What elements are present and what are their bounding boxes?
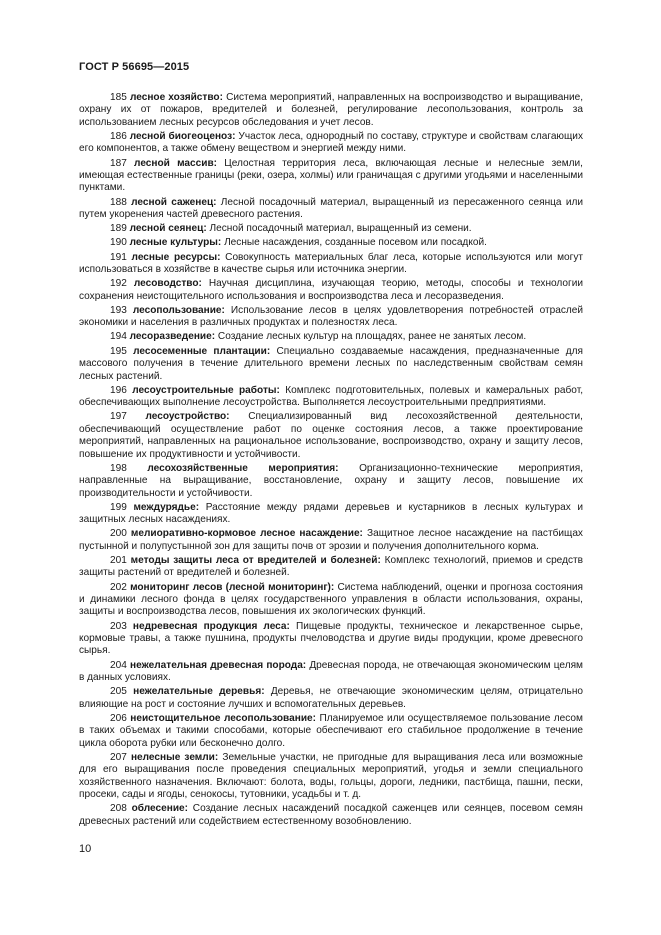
term-entry [79, 686, 583, 711]
term-number: 206 [110, 712, 127, 724]
term-definition: Древесная порода, не отвечающая экономическим целям в данных условиях. [79, 659, 583, 684]
term-number: 194 [110, 331, 127, 343]
term-entry [79, 660, 583, 685]
term-definition: Планируемое или осуществляемое пользование лесом в таких объемах и такими способами, которые обеспечивают его стабильное продолжение в течение цикла оборота рубки или бесконечно долго. [79, 712, 583, 749]
term-entry [79, 463, 583, 500]
term-entry [79, 752, 583, 802]
term-entry [79, 502, 583, 527]
term-name: лесоводство: [133, 278, 202, 290]
term-definition: Целостная территория леса, включающая лесные и нелесные земли, имеющая естественные границы (реки, озера, холмы) или граничащая с другими угодьями и населенными пунктами. [79, 157, 583, 194]
term-definition: Лесной посадочный материал, выращенный из пересаженного сеянца или путем укоренения частей древесного растения. [79, 196, 583, 221]
term-definition: Специально создаваемые насаждения, предназначенные для массового получения в течение длительного времени лесных по наследственным свойствам семян лесных растений. [79, 345, 583, 382]
term-number: 205 [110, 686, 127, 698]
document-code: ГОСТ Р 56695—2015 [79, 61, 190, 73]
term-number: 187 [110, 157, 127, 169]
term-entry [79, 305, 583, 330]
term-number: 190 [110, 237, 127, 249]
term-name: лесной саженец: [131, 196, 217, 208]
term-number: 196 [110, 384, 127, 396]
term-definition: Защитное лесное насаждение на пастбищах пустынной и полупустынной зон для защиты почв от эрозии и получения дополнительного корма. [79, 528, 583, 552]
term-name: лесоустройство: [145, 411, 230, 423]
term-number: 202 [110, 581, 127, 593]
term-name: лесное хозяйство: [129, 92, 223, 103]
term-number: 193 [110, 304, 127, 316]
term-number: 197 [110, 411, 127, 423]
term-definition: Лесные насаждения, созданные посевом или посадкой. [224, 237, 487, 249]
term-number: 198 [110, 462, 127, 474]
term-name: лесной массив: [134, 157, 218, 169]
term-name: мелиоративно-кормовое лесное насаждение: [130, 528, 363, 540]
term-entry [79, 713, 583, 750]
term-entry [79, 197, 583, 222]
term-number: 185 [110, 92, 127, 103]
term-name: междурядье: [133, 501, 200, 513]
term-number: 204 [110, 659, 127, 671]
page-number: 10 [79, 843, 92, 855]
term-number: 189 [110, 223, 127, 235]
term-number: 208 [110, 803, 127, 815]
term-definition: Деревья, не отвечающие экономическим целям, отрицательно влияющие на рост и состояние лучших и вспомогательных деревьев. [79, 686, 584, 710]
term-definition: Научная дисциплина, изучающая теорию, методы, способы и технологии сохранения неистощительного использования и воспроизводства леса и лесоразведения. [79, 278, 583, 302]
term-entry [79, 331, 583, 343]
term-definition: Участок леса, однородный по составу, структуре и свойствам слагающих его компонентов, а также обмену веществом и энергией между ними. [79, 131, 583, 155]
term-definition: Система мероприятий, направленных на воспроизводство и выращивание, охрану их от пожаров, вредителей и болезней, регулирование лесопользования, контроль за использованием лесных ресурсов обследования и учет лесов. [79, 92, 583, 128]
term-definition: Земельные участки, не пригодные для выращивания леса или возможные для его выращивания после проведения специальных мероприятий, угодья и земли специального хозяйственного назначения. Включают: болота, воды, гольцы, дороги, ледники, пастбища, пашни, пески, просеки, сады и ягоды, сенокосы, тутовники, усадьбы и т. д. [79, 751, 583, 801]
term-definition: Использование лесов в целях удовлетворения потребностей отраслей экономики и населения в различных продуктах и полезностях леса. [79, 304, 584, 329]
term-name: облесение: [131, 803, 189, 815]
term-name: лесохозяйственные мероприятия: [147, 462, 339, 474]
term-name: лесные ресурсы: [131, 251, 221, 263]
term-name: неистощительное лесопользование: [130, 712, 317, 724]
term-entry [79, 92, 583, 129]
term-definition: Совокупность материальных благ леса, которые используются или могут использоваться в хозяйстве в качестве сырья или источника энергии. [79, 251, 583, 276]
term-number: 186 [110, 131, 127, 143]
term-definition: Комплекс технологий, приемов и средств защиты растений от вредителей и болезней. [79, 554, 583, 579]
term-entry [79, 346, 583, 383]
term-definition: Создание лесных насаждений посадкой саженцев или сеянцев, посевом семян древесных растений или содействием естественному возобновлению. [79, 803, 583, 827]
term-number: 192 [110, 278, 127, 290]
term-definition: Расстояние между рядами деревьев и кустарников в лесных культурах и защитных лесных насаждениях. [79, 501, 583, 526]
term-entry [79, 411, 583, 461]
term-name: лесные культуры: [129, 237, 222, 249]
term-name: лесопользование: [132, 304, 225, 316]
term-name: недревесная продукция леса: [132, 620, 290, 632]
term-number: 195 [110, 345, 127, 357]
term-entry [79, 278, 583, 303]
term-entry [79, 223, 583, 235]
term-entry [79, 555, 583, 580]
term-name: нелесные земли: [130, 751, 219, 763]
term-entry [79, 252, 583, 277]
terms-list [79, 92, 583, 830]
term-entry [79, 582, 583, 619]
term-number: 203 [110, 620, 127, 632]
term-number: 200 [110, 528, 127, 540]
term-number: 201 [110, 554, 127, 566]
term-entry [79, 131, 583, 156]
term-entry [79, 803, 583, 828]
term-definition: Система наблюдений, оценки и прогноза состояния и динамики лесного фонда в целях государственного управления в области использования, охраны, защиты и воспроизводства лесов, повышения их экологических функций. [79, 581, 584, 618]
term-entry [79, 385, 583, 410]
term-name: лесоразведение: [129, 331, 216, 343]
term-entry [79, 621, 583, 658]
term-name: лесной сеянец: [129, 223, 207, 235]
term-entry [79, 158, 583, 195]
term-name: мониторинг лесов (лесной мониторинг): [130, 581, 335, 593]
term-definition: Лесной посадочный материал, выращенный из семени. [209, 223, 472, 235]
term-number: 191 [110, 251, 127, 263]
term-name: лесной биогеоценоз: [129, 131, 236, 143]
term-number: 207 [110, 751, 127, 763]
term-definition: Создание лесных культур на площадях, ранее не занятых лесом. [217, 331, 527, 343]
term-entry [79, 528, 583, 553]
term-definition: Комплекс подготовительных, полевых и камеральных работ, обеспечивающих выполнение лесоустройства. Выполняется лесоустроительными предприятиями. [79, 384, 583, 409]
term-definition: Специализированный вид лесохозяйственной деятельности, обеспечивающий осуществление работ по оценке состояния лесов, а также проектирование мероприятий, направленных на рациональное использование, воспроизводство, охрану и защиту лесов, повышение их продуктивности и устойчивости. [79, 411, 583, 460]
term-definition: Организационно-технические мероприятия, направленные на выращивание, восстановление, охрану и защиту лесов, повышение их производительности и устойчивости. [79, 462, 583, 499]
term-name: нежелательные деревья: [133, 686, 265, 698]
term-name: лесосеменные плантации: [133, 345, 271, 357]
term-number: 188 [110, 196, 127, 208]
term-name: лесоустроительные работы: [132, 384, 280, 396]
term-name: методы защиты леса от вредителей и болезней: [130, 554, 381, 566]
term-number: 199 [110, 501, 127, 513]
term-entry [79, 237, 583, 249]
term-definition: Пищевые продукты, техническое и лекарственное сырье, кормовые травы, а также пушнина, продукты пчеловодства и другие виды продукции, кроме древесного сырья. [79, 620, 583, 657]
term-name: нежелательная древесная порода: [130, 659, 307, 671]
